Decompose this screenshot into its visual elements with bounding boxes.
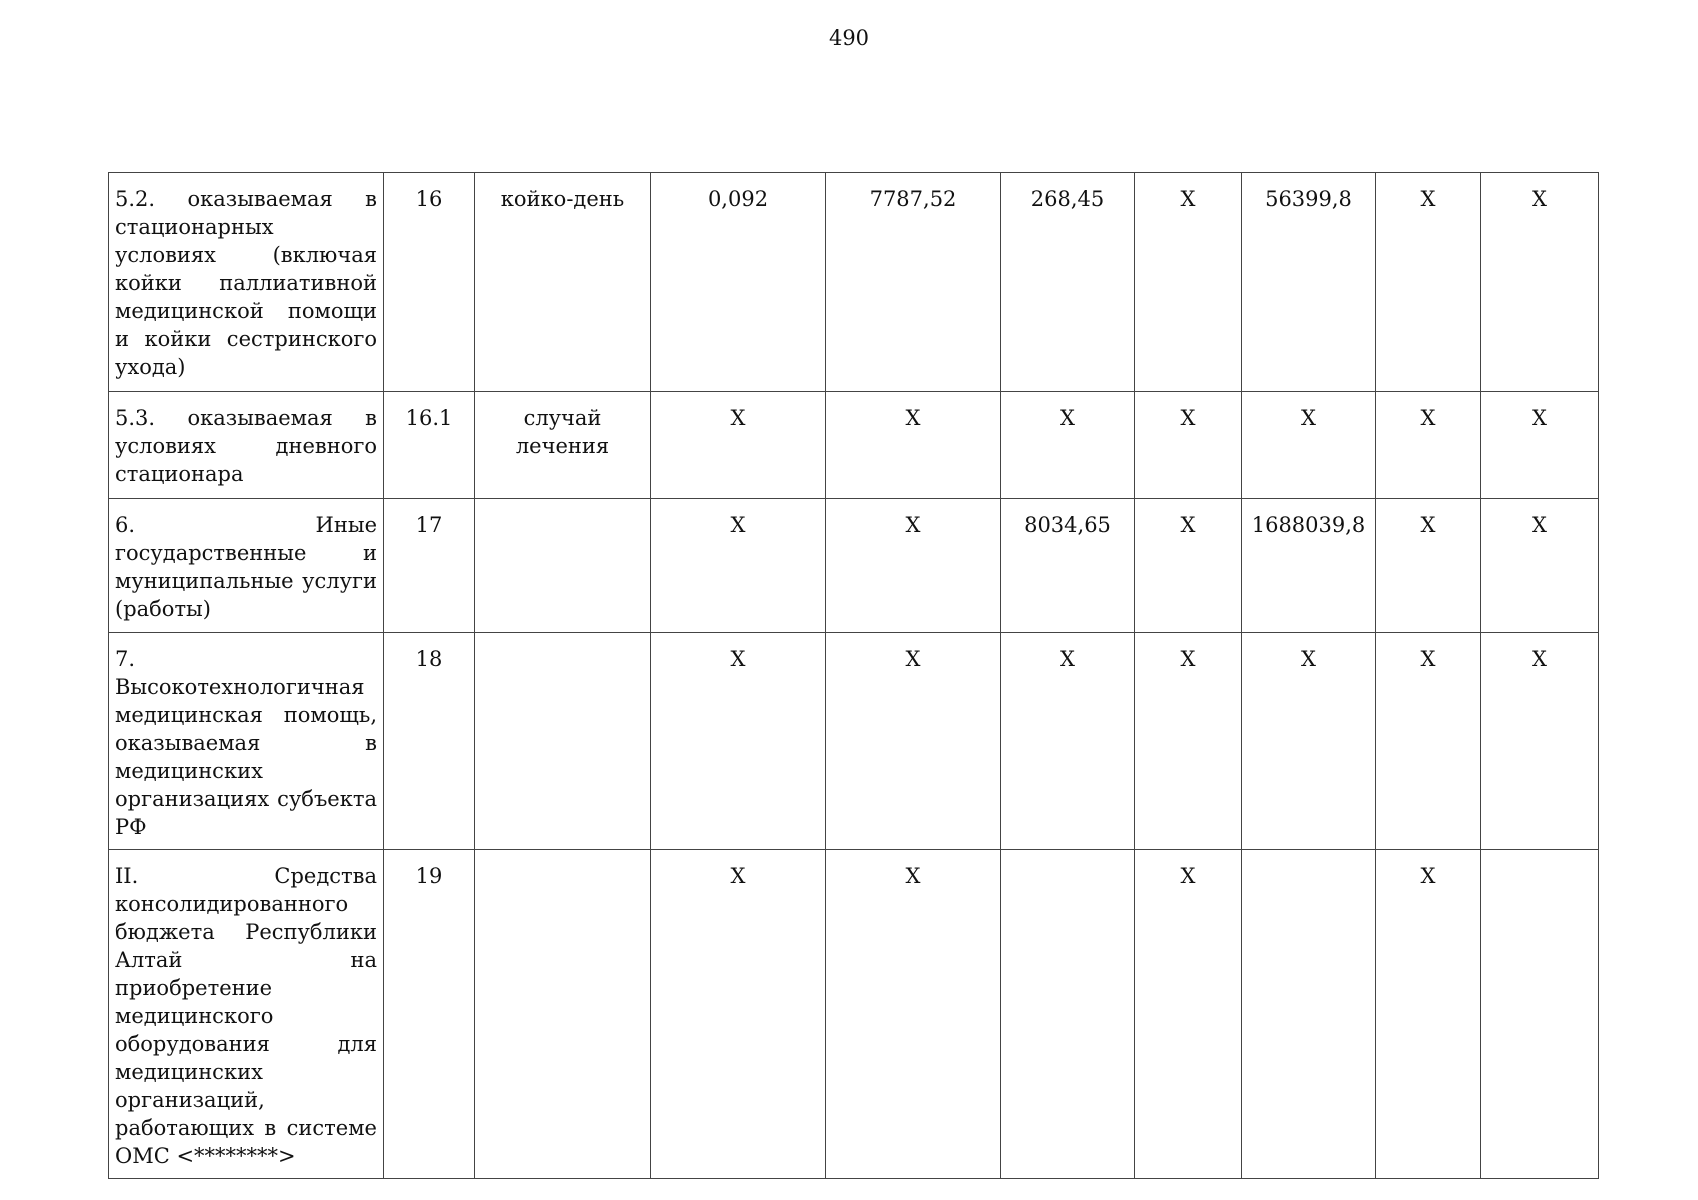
value-cell: X (651, 633, 826, 850)
value-cell: X (651, 392, 826, 499)
value-cell (1242, 850, 1376, 1179)
table-row (109, 499, 1599, 633)
data-table (108, 172, 1599, 1179)
page-number: 490 (828, 26, 870, 50)
line-number-cell: 19 (384, 850, 475, 1179)
value-cell: X (826, 499, 1001, 633)
unit-cell: койко-день (475, 173, 651, 392)
value-cell (1001, 850, 1135, 1179)
line-number-cell: 17 (384, 499, 475, 633)
line-number-cell: 16 (384, 173, 475, 392)
value-cell: X (1242, 392, 1376, 499)
value-cell: 7787,52 (826, 173, 1001, 392)
value-cell: X (826, 633, 1001, 850)
row-name-cell: 7. Высокотехнологичная медицинская помощь, оказываемая в медицинских организациях субъекта РФ (109, 633, 384, 850)
table-row (109, 633, 1599, 850)
value-cell: X (1481, 173, 1599, 392)
unit-cell (475, 633, 651, 850)
row-name-cell: 6. Иные государственные и муниципальные услуги (работы) (109, 499, 384, 633)
row-name-cell: 5.3. оказываемая в условиях дневного стационара (109, 392, 384, 499)
value-cell: X (1376, 499, 1481, 633)
value-cell: X (826, 392, 1001, 499)
table-row (109, 850, 1599, 1179)
table-row (109, 173, 1599, 392)
value-cell: X (1481, 392, 1599, 499)
value-cell: X (1135, 499, 1242, 633)
value-cell: X (1135, 633, 1242, 850)
value-cell: 268,45 (1001, 173, 1135, 392)
row-name-cell: 5.2. оказываемая в стационарных условиях (включая койки паллиативной медицинской помощи и койки сестринского ухода) (109, 173, 384, 392)
value-cell: X (826, 850, 1001, 1179)
unit-cell: случай лечения (475, 392, 651, 499)
value-cell: X (1135, 173, 1242, 392)
value-cell: X (1376, 392, 1481, 499)
value-cell: X (1135, 392, 1242, 499)
unit-cell (475, 499, 651, 633)
value-cell: X (1376, 850, 1481, 1179)
value-cell: 0,092 (651, 173, 826, 392)
value-cell: X (1001, 633, 1135, 850)
value-cell: X (1376, 173, 1481, 392)
value-cell: 56399,8 (1242, 173, 1376, 392)
value-cell: X (1001, 392, 1135, 499)
value-cell: X (1376, 633, 1481, 850)
value-cell: X (651, 850, 826, 1179)
line-number-cell: 16.1 (384, 392, 475, 499)
value-cell: X (651, 499, 826, 633)
line-number-cell: 18 (384, 633, 475, 850)
value-cell: 8034,65 (1001, 499, 1135, 633)
table-row (109, 392, 1599, 499)
unit-cell (475, 850, 651, 1179)
value-cell: X (1481, 499, 1599, 633)
value-cell: X (1481, 633, 1599, 850)
value-cell: X (1135, 850, 1242, 1179)
row-name-cell: II. Средства консолидированного бюджета Республики Алтай на приобретение медицинского оборудования для медицинских организаций, работающих в системе ОМС <********> (109, 850, 384, 1179)
value-cell (1481, 850, 1599, 1179)
value-cell: 1688039,8 (1242, 499, 1376, 633)
value-cell: X (1242, 633, 1376, 850)
